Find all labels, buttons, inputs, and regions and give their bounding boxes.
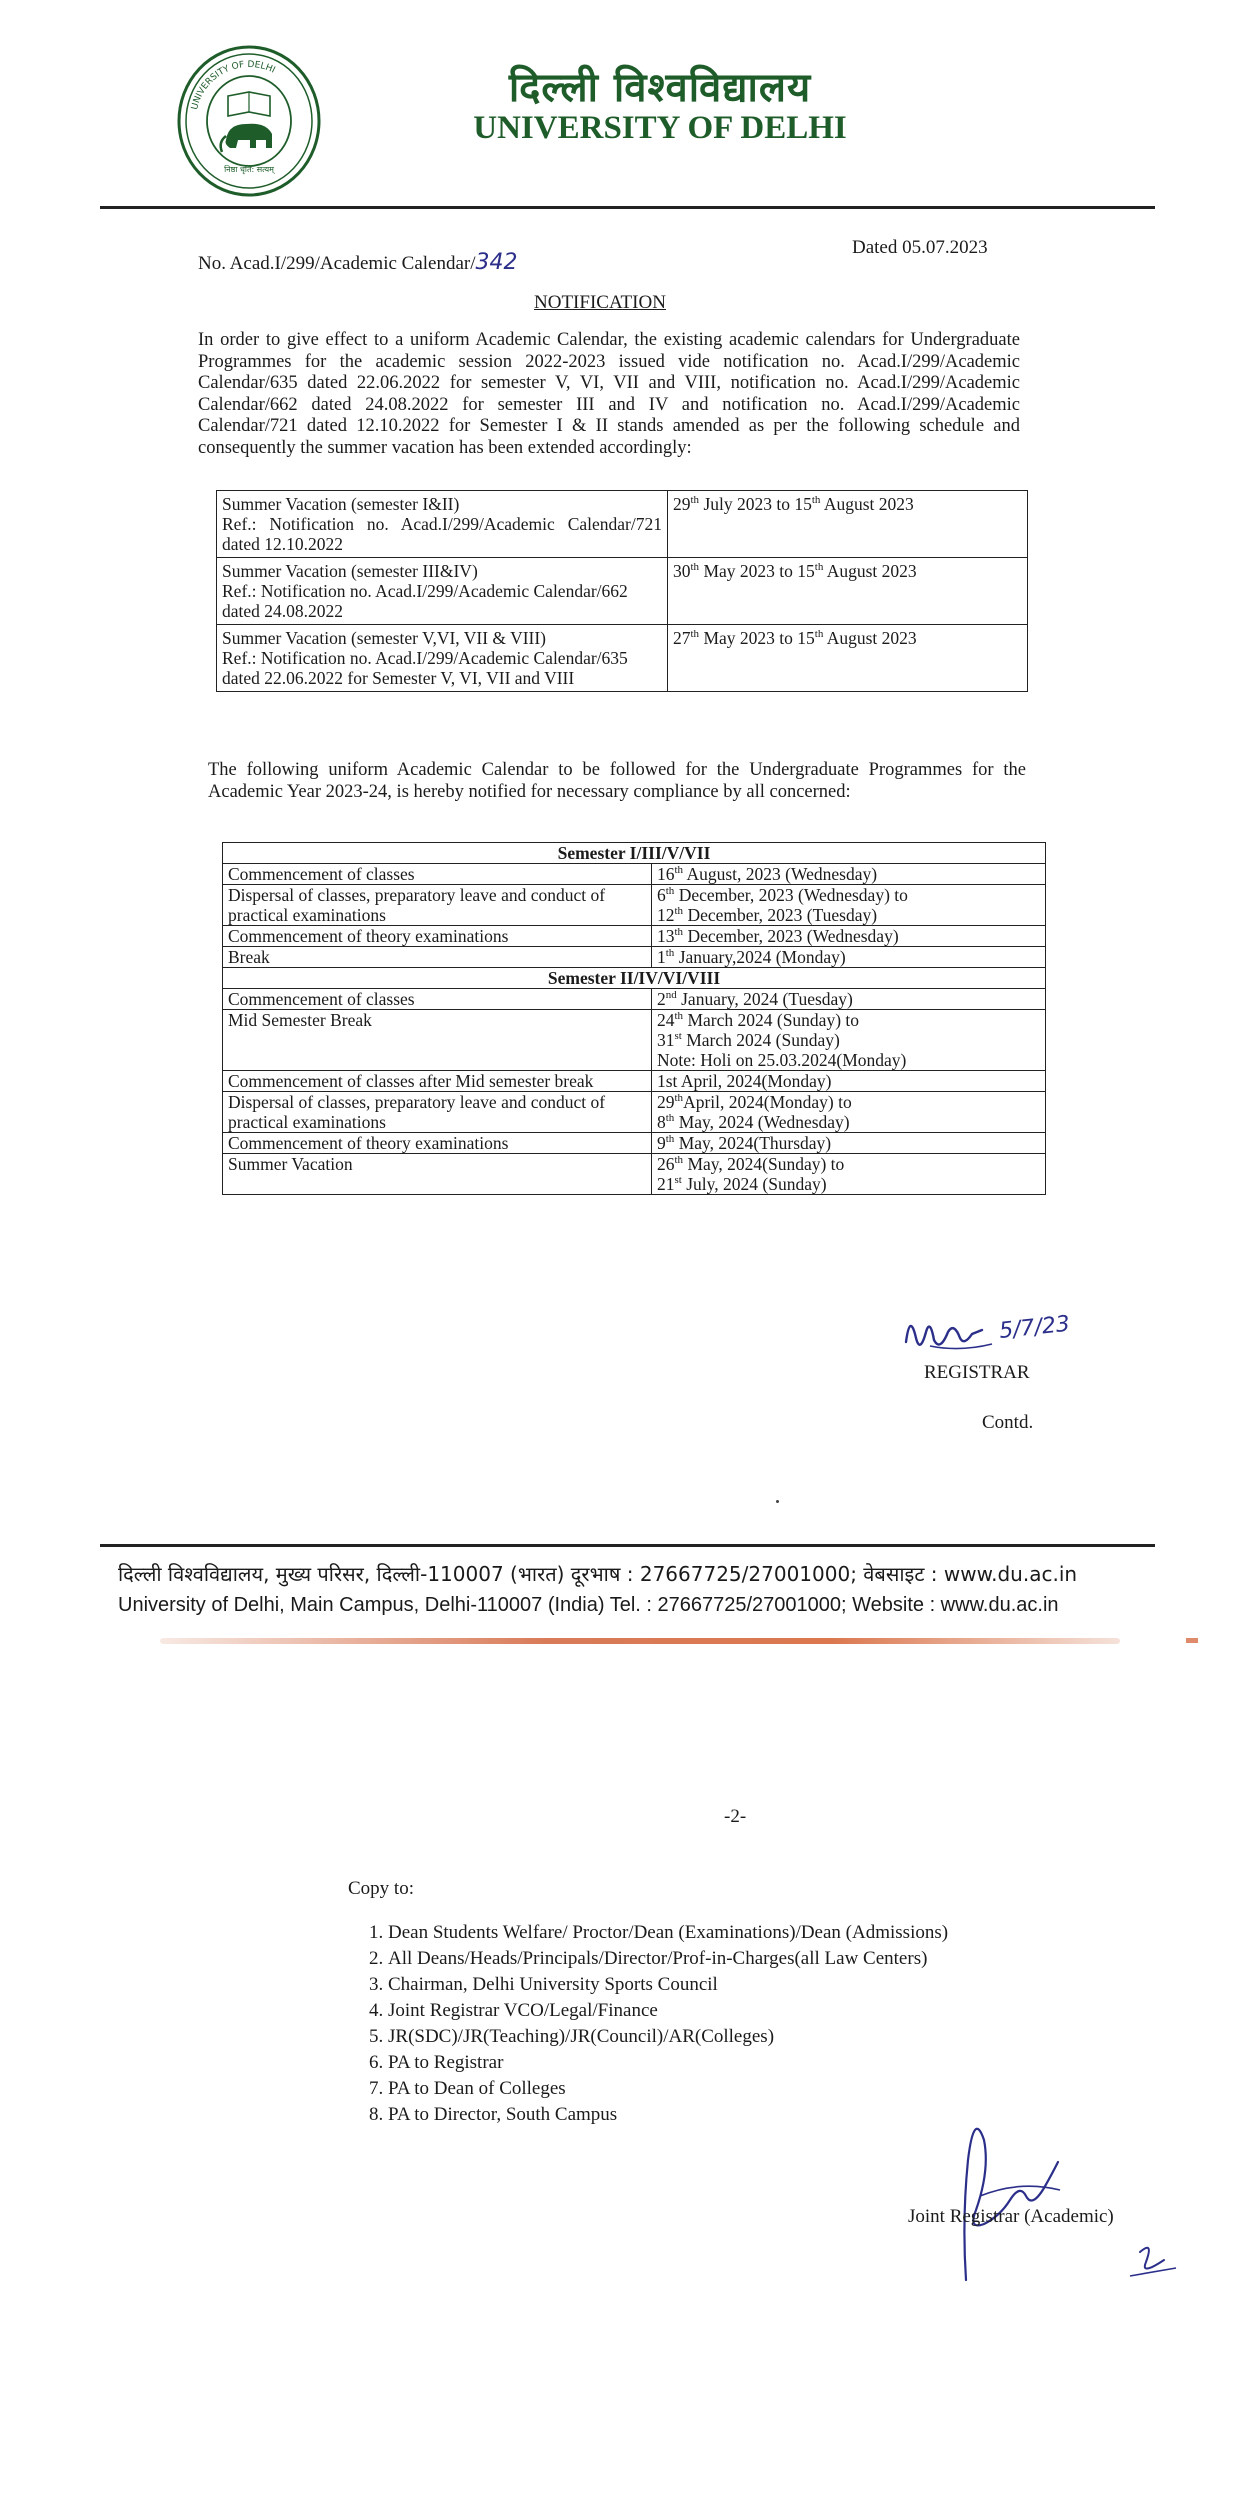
reference-number-handwritten: 342	[475, 250, 518, 275]
table-row	[223, 1154, 1046, 1195]
reference-number-printed: No. Acad.I/299/Academic Calendar/	[198, 253, 476, 274]
summer-vacation-table	[216, 490, 1028, 692]
date-text: August 2023	[820, 494, 914, 514]
date-text: May, 2024 (Wednesday)	[674, 1112, 850, 1132]
list-item: 6. PA to Registrar	[388, 2050, 1148, 2076]
summer-vacation-ref: Ref.: Notification no. Acad.I/299/Academic Calendar/635 dated 22.06.2022 for Semester V, VI, VII and VIII	[222, 648, 628, 688]
table-row	[223, 1071, 1046, 1092]
summer-vacation-title: Summer Vacation (semester III&IV)	[222, 561, 478, 581]
event-label: Dispersal of classes, preparatory leave and conduct of practical examinations	[223, 1092, 652, 1133]
holi-note: Note: Holi on 25.03.2024(Monday)	[657, 1050, 907, 1070]
date-day: 31	[657, 1030, 675, 1050]
date-suffix: th	[814, 561, 824, 574]
date-day: 30	[673, 561, 691, 581]
list-item: 5. JR(SDC)/JR(Teaching)/JR(Council)/AR(Colleges)	[388, 2024, 1148, 2050]
event-label: Commencement of classes	[223, 864, 652, 885]
date-text: July 2023 to 15	[699, 494, 812, 514]
date-suffix: th	[690, 628, 700, 641]
date-suffix: st	[674, 1174, 682, 1187]
summer-vacation-ref: Ref.: Notification no. Acad.I/299/Academic Calendar/721 dated 12.10.2022	[222, 514, 662, 554]
date-suffix: th	[665, 947, 675, 960]
table-row	[223, 843, 1046, 864]
list-item: 7. PA to Dean of Colleges	[388, 2076, 1148, 2102]
date-suffix: th	[811, 494, 821, 507]
event-label: Summer Vacation	[223, 1154, 652, 1195]
date-text: December, 2023 (Wednesday)	[683, 926, 899, 946]
date-text: August, 2023 (Wednesday)	[683, 864, 878, 884]
header-divider	[100, 206, 1155, 209]
date-text: August 2023	[823, 628, 917, 648]
event-label: Commencement of classes after Mid semester break	[223, 1071, 652, 1092]
summer-vacation-title: Summer Vacation (semester I&II)	[222, 494, 460, 514]
event-label: Commencement of theory examinations	[223, 926, 652, 947]
university-name-hindi: दिल्ली विश्वविद्यालय	[508, 65, 812, 111]
date-text: August 2023	[823, 561, 917, 581]
date-text: January,2024 (Monday)	[674, 947, 846, 967]
seal-ring-text: UNIVERSITY OF DELHI	[190, 59, 277, 111]
reference-number	[198, 250, 518, 275]
date-text: December, 2023 (Tuesday)	[683, 905, 878, 925]
list-item: 3. Chairman, Delhi University Sports Council	[388, 1972, 1148, 1998]
date-text: July, 2024 (Sunday)	[681, 1174, 827, 1194]
table-row	[217, 625, 1028, 692]
table-row	[223, 968, 1046, 989]
event-date	[652, 926, 1046, 947]
table-row	[217, 558, 1028, 625]
date-suffix: st	[674, 1030, 682, 1043]
event-date	[652, 989, 1046, 1010]
joint-registrar-title: Joint Registrar (Academic)	[908, 2206, 1114, 2227]
copy-to-heading: Copy to:	[348, 1878, 414, 1899]
date-suffix: th	[690, 561, 700, 574]
academic-calendar-table	[222, 842, 1046, 1195]
footer-address-english: University of Delhi, Main Campus, Delhi-110007 (India) Tel. : 27667725/27001000; Website : www.du.ac.in	[118, 1594, 1059, 1616]
semester-heading: Semester I/III/V/VII	[223, 843, 1046, 864]
university-name-english: UNIVERSITY OF DELHI	[473, 110, 847, 146]
date-text: March 2024 (Sunday) to	[683, 1010, 860, 1030]
recipient-list	[358, 1920, 1148, 2128]
notification-title: NOTIFICATION	[534, 292, 666, 313]
footer-color-mark	[1186, 1638, 1198, 1643]
list-item: 8. PA to Director, South Campus	[388, 2102, 1148, 2128]
date-day: 12	[657, 905, 675, 925]
footer-color-stripe	[160, 1638, 1120, 1644]
event-date	[652, 1133, 1046, 1154]
registrar-signature	[900, 1302, 1096, 1364]
date-day: 16	[657, 864, 675, 884]
event-label: Dispersal of classes, preparatory leave and conduct of practical examinations	[223, 885, 652, 926]
date-day: 29	[673, 494, 691, 514]
semester-heading: Semester II/IV/VI/VIII	[223, 968, 1046, 989]
signature-date: 5/7/23	[998, 1311, 1072, 1344]
event-date	[652, 947, 1046, 968]
continued-label: Contd.	[982, 1412, 1034, 1433]
date-suffix: th	[674, 905, 684, 918]
event-date	[652, 1010, 1046, 1071]
event-date	[652, 864, 1046, 885]
date-text: May, 2024(Thursday)	[674, 1133, 832, 1153]
date-day: 27	[673, 628, 691, 648]
date-text: May, 2024(Sunday) to	[683, 1154, 845, 1174]
event-date	[652, 1092, 1046, 1133]
list-item: 2. All Deans/Heads/Principals/Director/Prof-in-Charges(all Law Centers)	[388, 1946, 1148, 1972]
svg-text:UNIVERSITY OF DELHI	[190, 60, 277, 111]
table-row	[223, 1010, 1046, 1071]
event-date	[652, 1154, 1046, 1195]
date-day: 1	[657, 947, 666, 967]
table-cell	[668, 558, 1028, 625]
date-day: 26	[657, 1154, 675, 1174]
date-suffix: th	[674, 1092, 684, 1105]
table-row	[217, 491, 1028, 558]
joint-registrar-signature	[940, 2100, 1180, 2290]
intro-paragraph: In order to give effect to a uniform Academic Calendar, the existing academic calendars for Undergraduate Programmes for the academic session 2022-2023 issued vide notification no. Acad.I/299/Academic Calendar/635 dated 22.06.2022 for semester V, VI, VII and VIII, notification no. Acad.I/299/Academic Calendar/662 dated 24.08.2022 for semester III and IV and notification no. Acad.I/299/Academic Calendar/721 dated 12.10.2022 for Semester I & II stands amended as per the following schedule and consequently the summer vacation has been extended accordingly:	[198, 330, 1020, 458]
table-cell	[217, 558, 668, 625]
date-text: May 2023 to 15	[699, 561, 815, 581]
date-suffix: th	[674, 1010, 684, 1023]
date-suffix: th	[674, 1154, 684, 1167]
table-row	[223, 864, 1046, 885]
issue-date: Dated 05.07.2023	[852, 237, 988, 258]
summer-vacation-title: Summer Vacation (semester V,VI, VII & VIII)	[222, 628, 547, 648]
event-label: Commencement of theory examinations	[223, 1133, 652, 1154]
university-seal-logo	[176, 44, 322, 198]
date-day: 2	[657, 989, 666, 1009]
date-text: April, 2024(Monday) to	[683, 1092, 852, 1112]
date-text: January, 2024 (Tuesday)	[676, 989, 853, 1009]
list-item: 4. Joint Registrar VCO/Legal/Finance	[388, 1998, 1148, 2024]
table-cell	[668, 625, 1028, 692]
summer-vacation-ref: Ref.: Notification no. Acad.I/299/Academic Calendar/662 dated 24.08.2022	[222, 581, 628, 621]
second-paragraph: The following uniform Academic Calendar to be followed for the Undergraduate Programmes for the Academic Year 2023-24, is hereby notified for necessary compliance by all concerned:	[208, 760, 1026, 802]
event-date: 1st April, 2024(Monday)	[652, 1071, 1046, 1092]
date-suffix: th	[665, 1133, 675, 1146]
table-row	[223, 1133, 1046, 1154]
date-suffix: th	[674, 926, 684, 939]
date-suffix: th	[665, 1112, 675, 1125]
date-day: 21	[657, 1174, 675, 1194]
date-day: 29	[657, 1092, 675, 1112]
date-suffix: th	[674, 864, 684, 877]
date-suffix: th	[690, 494, 700, 507]
date-day: 13	[657, 926, 675, 946]
date-suffix: th	[665, 885, 675, 898]
footer-divider	[100, 1544, 1155, 1547]
page-speck	[776, 1500, 779, 1503]
date-day: 9	[657, 1133, 666, 1153]
page-number: -2-	[724, 1806, 747, 1827]
date-text: December, 2023 (Wednesday) to	[674, 885, 908, 905]
table-row	[223, 926, 1046, 947]
date-suffix: th	[814, 628, 824, 641]
seal-motto: निष्ठा धृति: सत्यम्	[224, 165, 274, 174]
table-row	[223, 947, 1046, 968]
event-label: Mid Semester Break	[223, 1010, 652, 1071]
event-label: Commencement of classes	[223, 989, 652, 1010]
table-row	[223, 989, 1046, 1010]
date-day: 24	[657, 1010, 675, 1030]
table-cell	[668, 491, 1028, 558]
event-date	[652, 885, 1046, 926]
date-day: 8	[657, 1112, 666, 1132]
table-row	[223, 1092, 1046, 1133]
date-text: March 2024 (Sunday)	[681, 1030, 840, 1050]
footer-address-hindi: दिल्ली विश्वविद्यालय, मुख्य परिसर, दिल्ली-110007 (भारत) दूरभाष : 27667725/27001000; वेबसाइट : www.du.ac.in	[118, 1562, 1078, 1586]
date-text: May 2023 to 15	[699, 628, 815, 648]
table-cell	[217, 491, 668, 558]
registrar-title: REGISTRAR	[924, 1362, 1030, 1383]
list-item: 1. Dean Students Welfare/ Proctor/Dean (Examinations)/Dean (Admissions)	[388, 1920, 1148, 1946]
date-suffix: nd	[665, 989, 677, 1002]
date-day: 6	[657, 885, 666, 905]
table-cell	[217, 625, 668, 692]
event-label: Break	[223, 947, 652, 968]
table-row	[223, 885, 1046, 926]
